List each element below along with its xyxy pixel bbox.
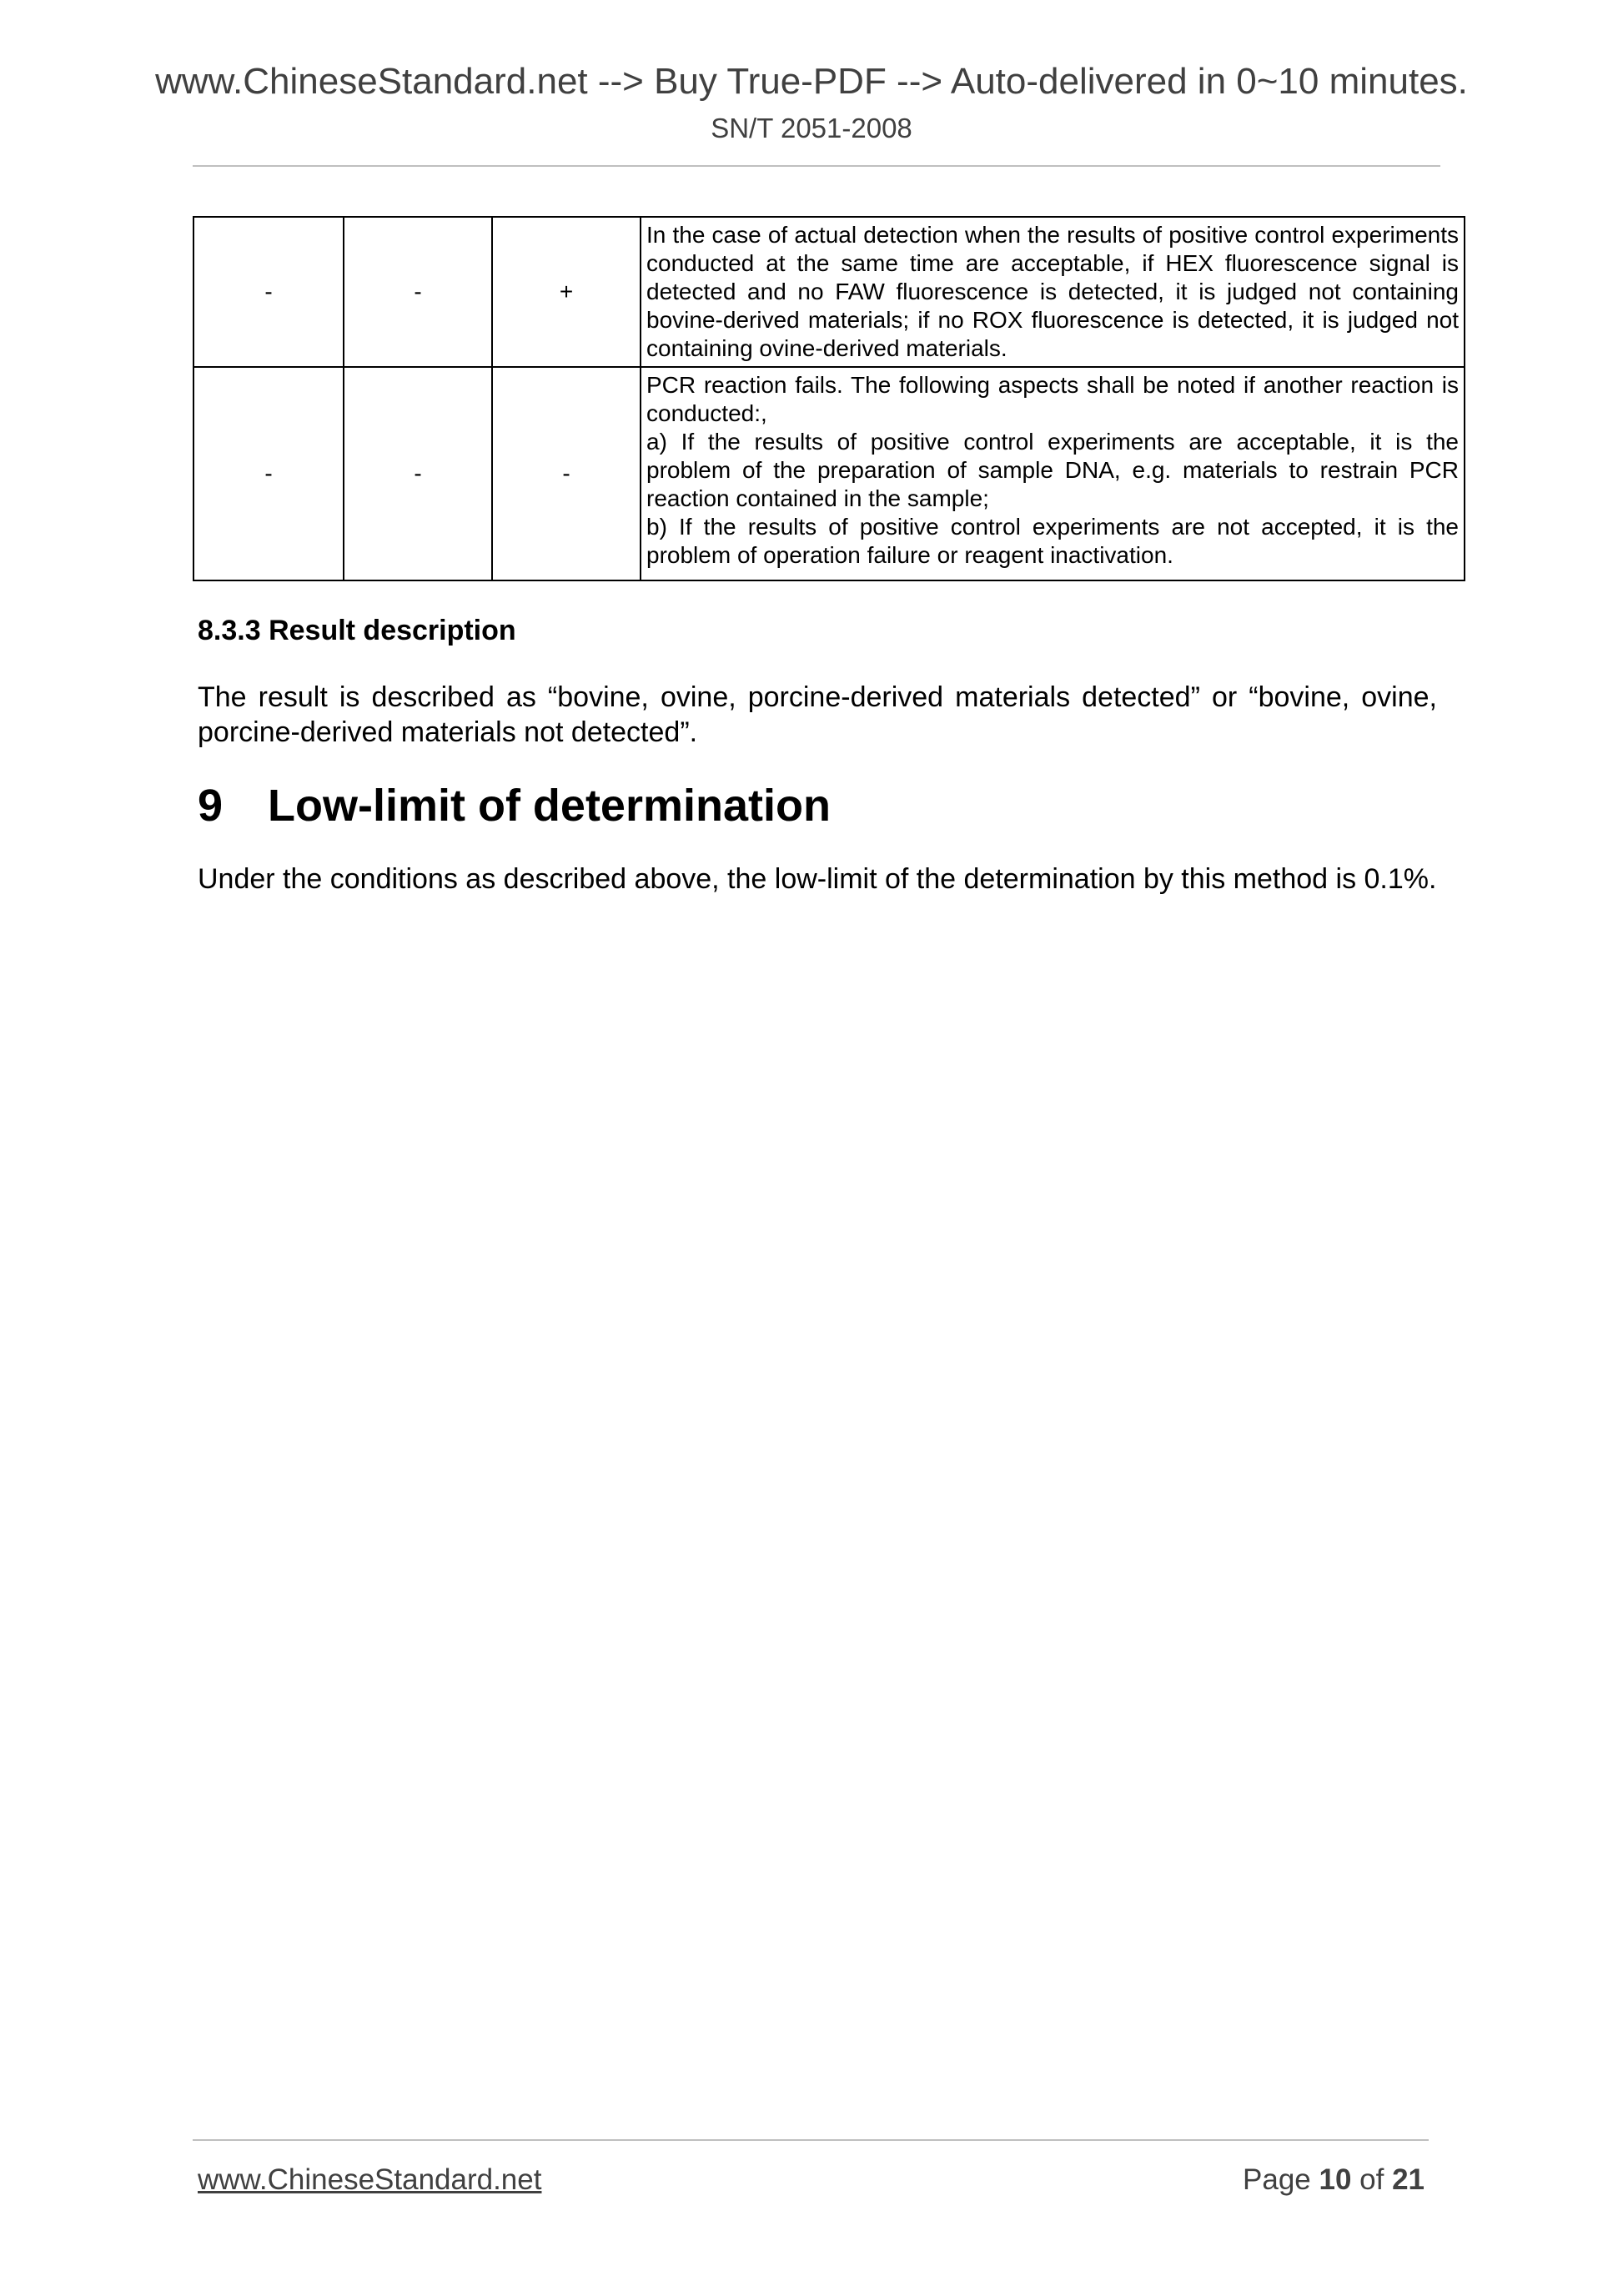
description-paragraph: a) If the results of positive control experiments are acceptable, it is the problem of the preparation of sample DNA, e.g. materials to restrain PCR reaction contained in the sample;	[646, 429, 1459, 511]
description-paragraph: In the case of actual detection when the results of positive control experiments conducted at the same time are acceptable, if HEX fluorescence signal is detected and no FAW fluorescence is detected, it is judged not containing bovine-derived materials; if no ROX fluorescence is detected, it is judged not containing ovine-derived materials.	[646, 222, 1459, 361]
page-indicator	[1243, 2163, 1425, 2197]
page-current: 10	[1319, 2163, 1352, 2196]
footer-divider	[193, 2139, 1429, 2141]
table-row	[193, 367, 1465, 580]
table-cell: -	[492, 367, 641, 580]
description-paragraph: b) If the results of positive control experiments are not accepted, it is the problem of operation failure or reagent inactivation.	[646, 514, 1459, 568]
table-row	[193, 217, 1465, 367]
section-title: Low-limit of determination	[268, 781, 831, 831]
table-cell: -	[193, 217, 344, 367]
table-cell: -	[344, 217, 492, 367]
header-divider	[193, 165, 1440, 167]
table-cell: -	[193, 367, 344, 580]
page-prefix: Page	[1243, 2163, 1319, 2196]
header-banner-text: www.ChineseStandard.net --> Buy True-PDF --> Auto-delivered in 0~10 minutes.	[155, 61, 1468, 102]
section-heading	[198, 779, 831, 832]
result-description-text: The result is described as “bovine, ovine, porcine-derived materials detected” or “bovine, ovine, porcine-derived materials not detected”.	[198, 681, 1437, 748]
standard-id: SN/T 2051-2008	[711, 113, 912, 143]
table-description-cell	[641, 367, 1465, 580]
footer-website-link[interactable]: www.ChineseStandard.net	[198, 2163, 542, 2196]
description-paragraph: PCR reaction fails. The following aspects shall be noted if another reaction is conducted:,	[646, 372, 1459, 426]
section-number: 9	[198, 781, 224, 831]
section-body-text: Under the conditions as described above, the low-limit of the determination by this method is 0.1%.	[198, 863, 1437, 895]
page-of: of	[1351, 2163, 1393, 2196]
table-cell: -	[344, 367, 492, 580]
page-total: 21	[1392, 2163, 1425, 2196]
result-description-heading: 8.3.3 Result description	[198, 615, 516, 646]
result-judgement-table	[193, 216, 1465, 581]
table-cell: +	[492, 217, 641, 367]
table-description-cell	[641, 217, 1465, 367]
